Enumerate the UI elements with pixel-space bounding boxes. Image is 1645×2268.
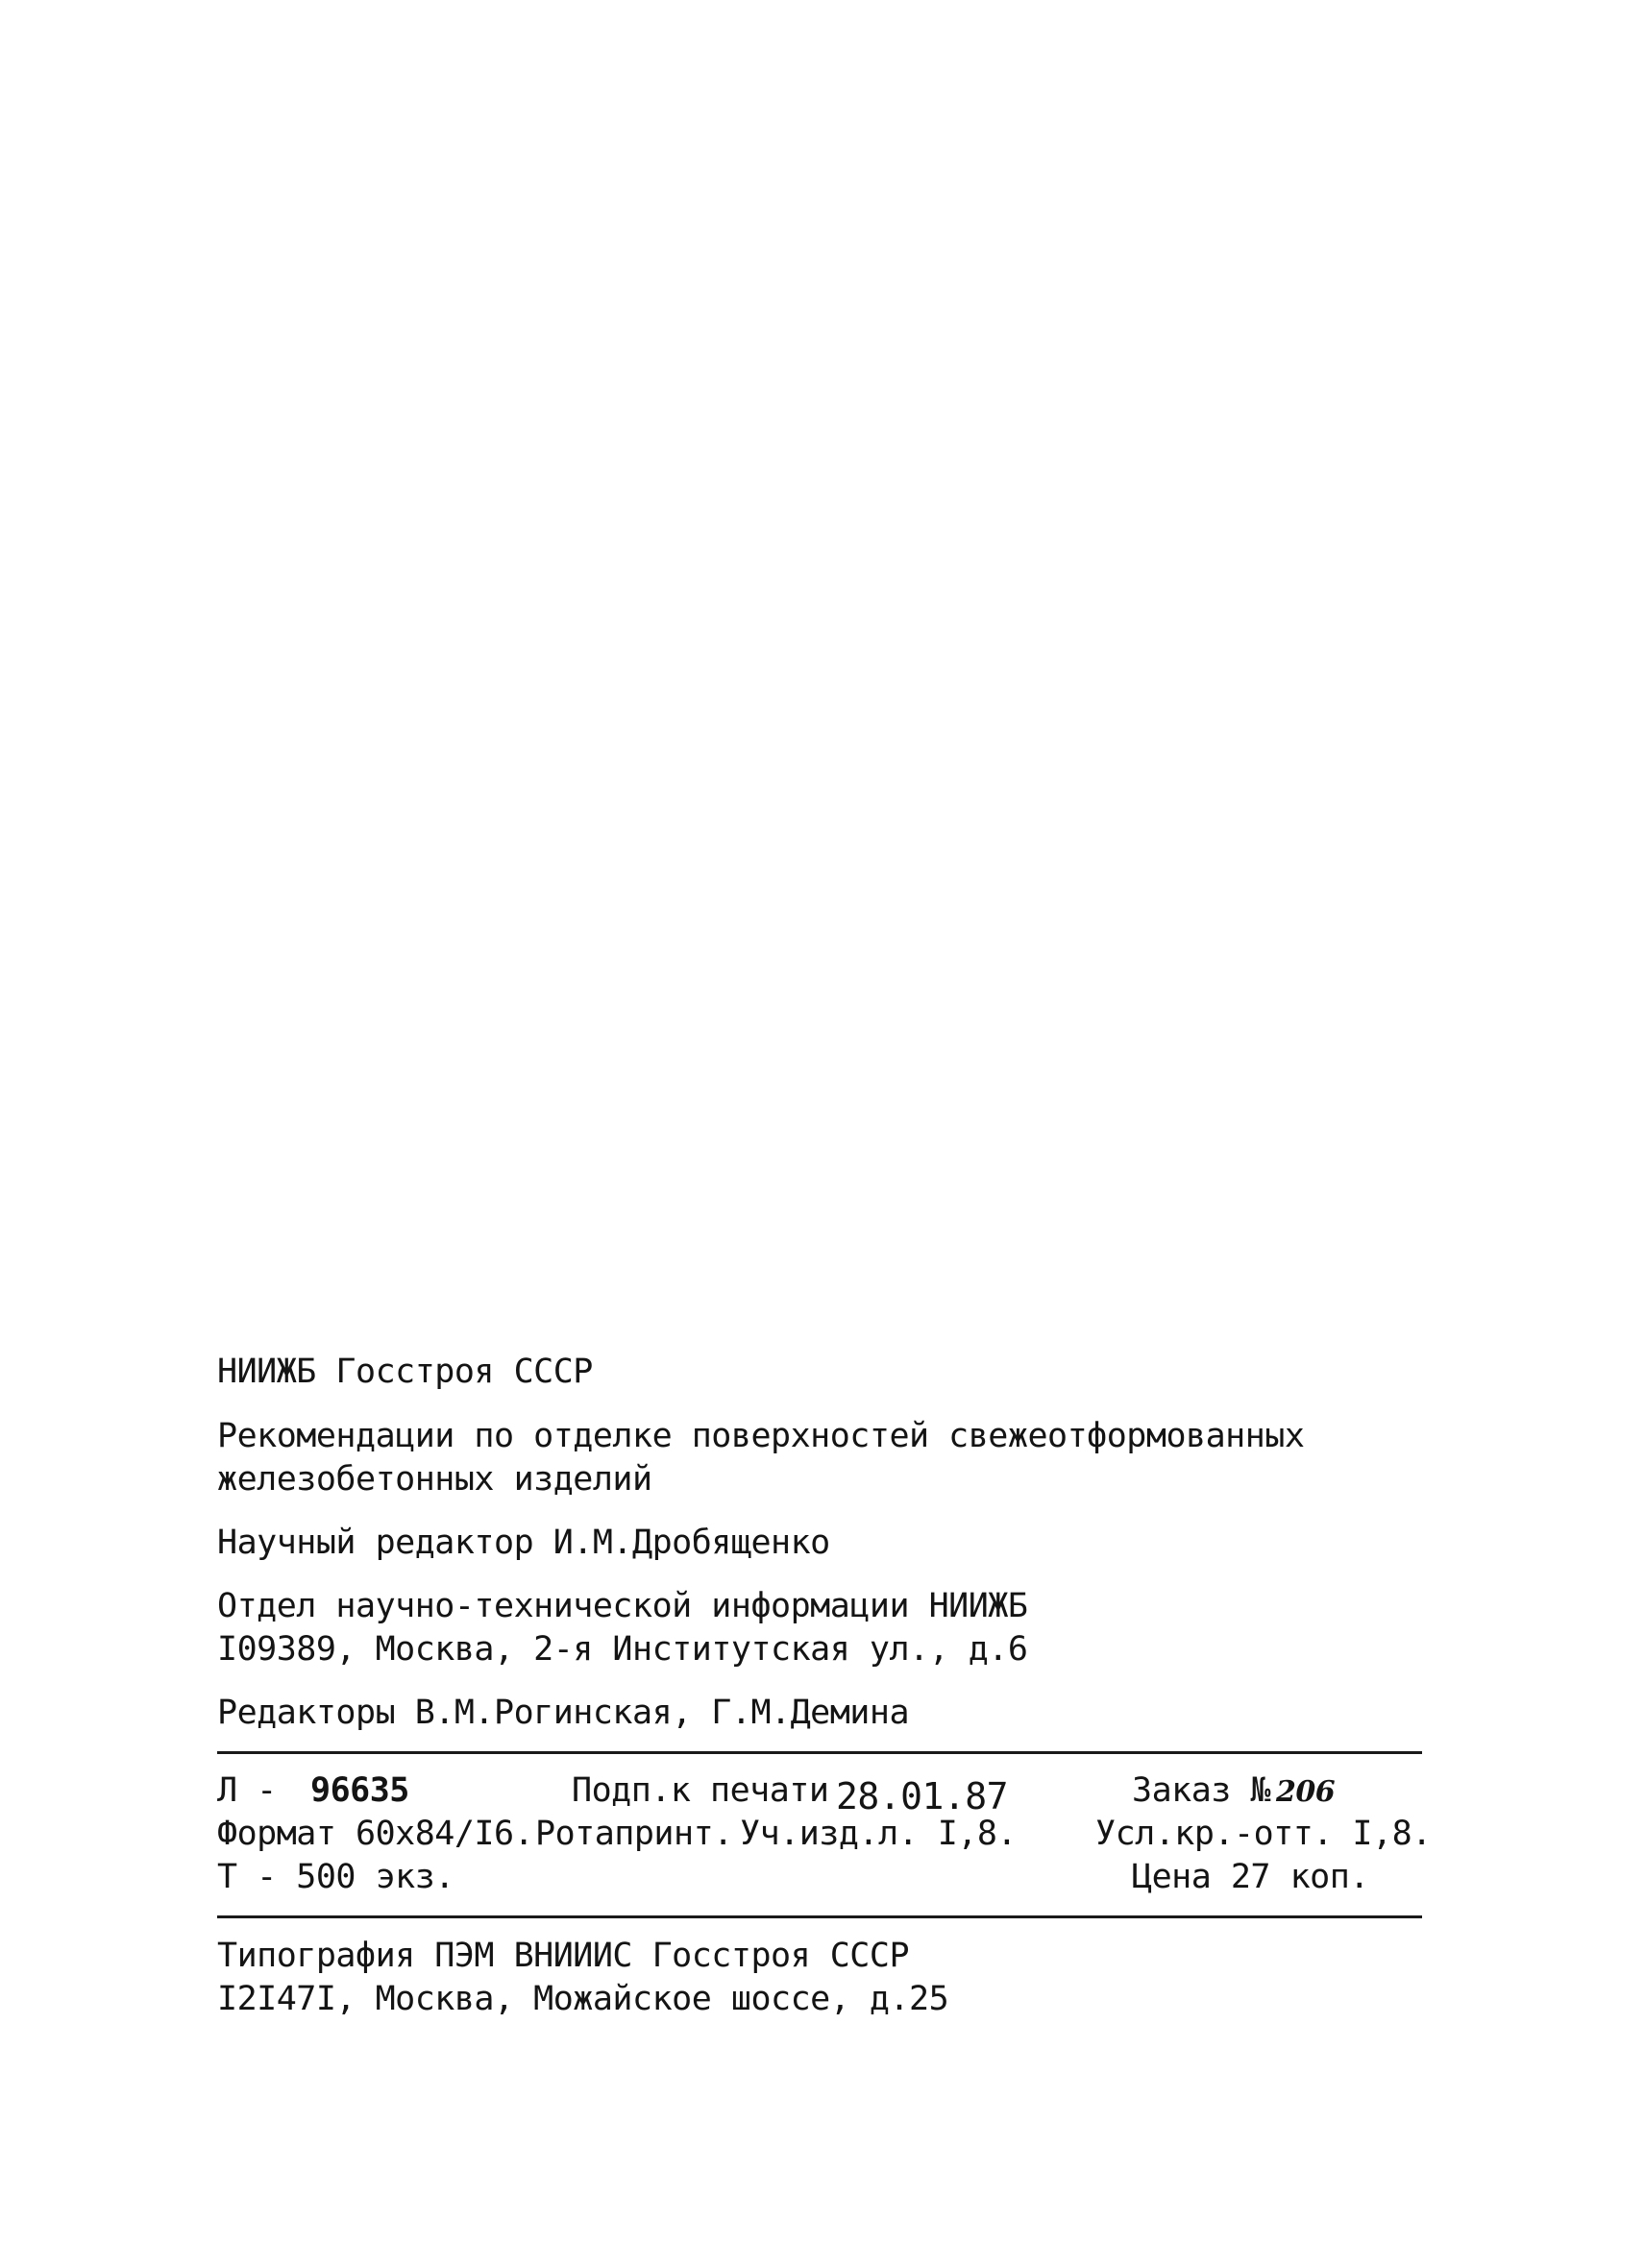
scientific-editor-line: Научный редактор И.М.Дробященко [217,1524,830,1562]
signed-label: Подп.к печати [572,1771,829,1810]
department-line: Отдел научно-технической информации НИИЖБ [217,1587,1028,1625]
circulation: Т - 500 экз. [217,1858,454,1896]
divider-bottom [217,1915,1422,1918]
print-method: Ротапринт. [535,1815,733,1853]
license-number: 96635 [310,1771,409,1810]
printing-house-address: I2I47I, Москва, Можайское шоссе, д.25 [217,1980,949,2018]
title-line-2: железобетонных изделий [217,1460,652,1499]
price: Цена 27 коп. [1132,1858,1369,1896]
signed-date: 28.01.87 [836,1775,1009,1817]
license-label: Л - [217,1771,277,1810]
editors-line: Редакторы В.М.Рогинская, Г.М.Демина [217,1694,910,1732]
order-number: 206 [1276,1775,1336,1809]
department-address-line: I09389, Москва, 2-я Институтская ул., д.6 [217,1630,1028,1669]
organization-line: НИИЖБ Госстроя СССР [217,1353,593,1391]
printing-house-name: Типография ПЭМ ВНИИИС Госстроя СССР [217,1937,910,1975]
publ-sheets: Уч.изд.л. I,8. [740,1815,1018,1853]
print-sheets: Усл.кр.-отт. I,8. [1095,1815,1432,1853]
format-text: Формат 60х84/I6. [217,1815,534,1853]
title-line-1: Рекомендации по отделке поверхностей свежеотформованных [217,1417,1305,1455]
divider-top [217,1751,1422,1754]
order-label: Заказ № [1132,1771,1271,1810]
